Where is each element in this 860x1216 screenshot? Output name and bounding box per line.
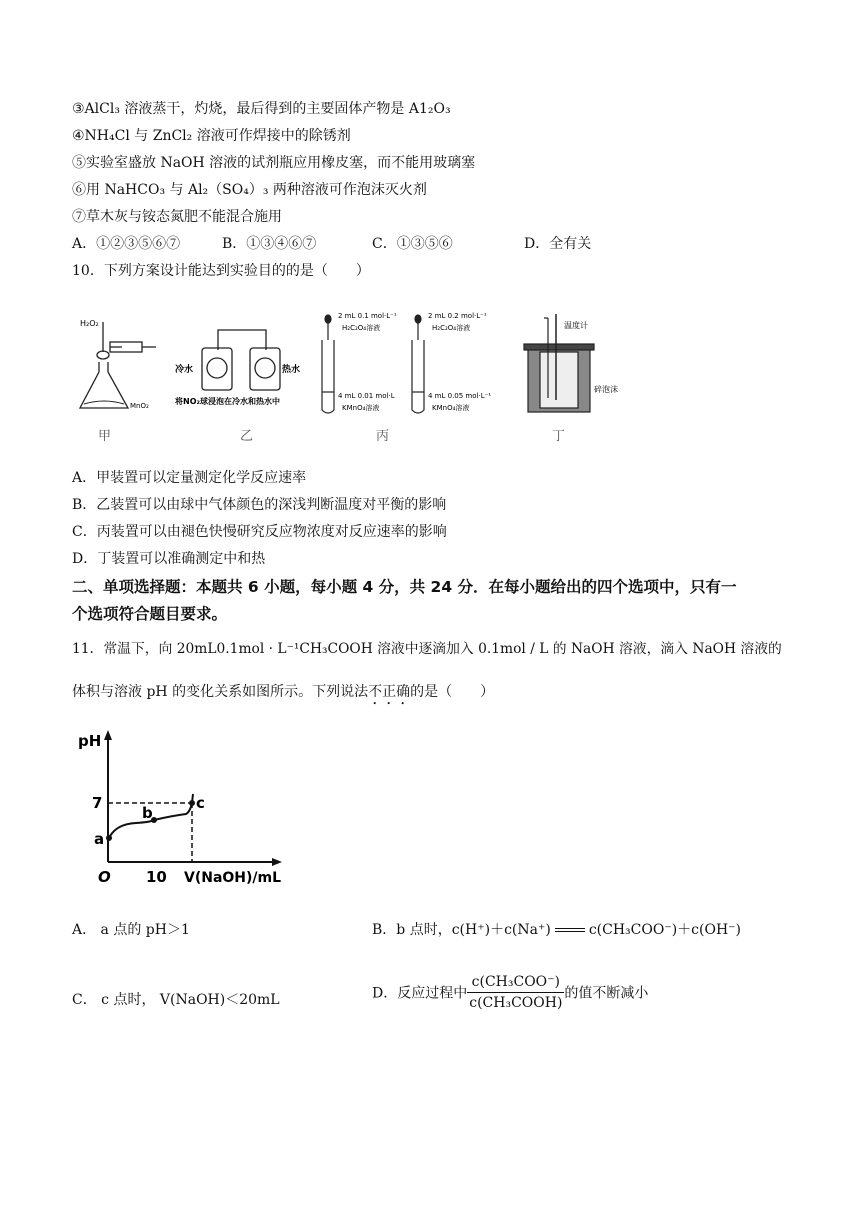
label-bing: 丙 [376, 429, 390, 444]
ratio-fraction [467, 974, 564, 1011]
q11-option-d-prefix: D．反应过程中 [372, 985, 468, 1002]
yi-caption: 将NO₂球浸泡在冷水和热水中 [175, 397, 280, 406]
q9-option-a: A．①②③⑤⑥⑦ [72, 236, 181, 252]
bing-top-right-2: H₂C₂O₄溶液 [432, 324, 471, 332]
q11-option-b-lhs: c(H⁺)＋c(Na⁺) [451, 922, 551, 938]
point-a-label: a [94, 830, 105, 848]
label-ding: 丁 [552, 429, 566, 444]
q10-option-d: D．丁装置可以准确测定中和热 [72, 551, 266, 567]
q11-stem-emphasis: 不正确 [368, 684, 411, 700]
label-yi: 乙 [240, 429, 254, 444]
tick-7: 7 [92, 794, 103, 812]
q9-option-c: C．①③⑤⑥ [372, 236, 453, 252]
statement-5: ⑤实验室盛放 NaOH 溶液的试剂瓶应用橡皮塞，而不能用玻璃塞 [72, 155, 476, 171]
bing-bot-left-1: 4 mL 0.01 mol·L [338, 392, 395, 400]
y-axis-label: pH [78, 732, 102, 750]
q10-option-c: C．丙装置可以由褪色快慢研究反应物浓度对反应速率的影响 [72, 524, 447, 540]
yi-cold-water: 冷水 [175, 365, 194, 375]
q11-option-b-rhs: c(CH₃COO⁻)＋c(OH⁻) [588, 922, 742, 938]
point-b-label: b [142, 804, 153, 822]
fraction-denominator: c(CH₃COOH) [469, 995, 563, 1011]
statement-4: ④NH₄Cl 与 ZnCl₂ 溶液可作焊接中的除锈剂 [72, 128, 351, 144]
ding-thermometer: 温度计 [564, 321, 588, 330]
apparatus-yi [202, 330, 280, 390]
q9-option-b: B．①③④⑥⑦ [222, 236, 317, 252]
x-axis-label: V(NaOH)/mL [184, 870, 282, 886]
yi-hot-water: 热水 [282, 365, 301, 375]
statement-6: ⑥用 NaHCO₃ 与 Al₂（SO₄）₃ 两种溶液可作泡沫灭火剂 [72, 182, 427, 198]
q10-stem: 10．下列方案设计能达到实验目的的是（ ） [72, 263, 370, 279]
q11-stem-line1: 11．常温下，向 20mL0.1mol · L⁻¹CH₃COOH 溶液中逐滴加入 0.1mol / L 的 NaOH 溶液，滴入 NaOH 溶液的 [72, 641, 782, 657]
point-c-label: c [196, 794, 205, 812]
ding-foam: 碎泡沫 [594, 385, 618, 394]
bing-bot-right-2: KMnO₄溶液 [432, 404, 470, 412]
point-c-marker [189, 800, 195, 806]
fraction-numerator: c(CH₃COO⁻) [467, 974, 564, 993]
q11-stem-post: 的是（ ） [410, 684, 495, 700]
bing-top-left-1: 2 mL 0.1 mol·L⁻¹ [338, 312, 397, 320]
jia-mno2: MnO₂ [130, 402, 149, 410]
q10-apparatus-figure [70, 300, 630, 450]
bing-top-left-2: H₂C₂O₄溶液 [342, 324, 381, 332]
point-a-marker [106, 835, 112, 841]
apparatus-jia [80, 322, 156, 408]
q11-option-c: C． c 点时， V(NaOH)＜20mL [72, 992, 280, 1008]
origin-label: O [98, 868, 111, 886]
equality-sign [555, 928, 585, 932]
section-2-heading-line2: 个选项符合题目要求。 [72, 605, 228, 623]
label-jia: 甲 [98, 429, 112, 444]
statement-7: ⑦草木灰与铵态氮肥不能混合施用 [72, 209, 282, 225]
statement-3: ③AlCl₃ 溶液蒸干，灼烧，最后得到的主要固体产物是 A1₂O₃ [72, 101, 451, 117]
bing-top-right-1: 2 mL 0.2 mol·L⁻¹ [428, 312, 487, 320]
q11-option-a: A． a 点的 pH＞1 [72, 922, 190, 938]
q9-option-d: D．全有关 [524, 236, 592, 252]
q11-stem-line2 [72, 683, 494, 708]
bing-bot-left-2: KMnO₄溶液 [342, 404, 380, 412]
q10-option-b: B．乙装置可以由球中气体颜色的深浅判断温度对平衡的影响 [72, 497, 447, 513]
q11-option-d-suffix: 的值不断减小 [564, 985, 649, 1002]
q11-option-d [372, 974, 648, 1011]
q11-ph-graph [76, 724, 306, 894]
q11-stem-pre: 体积与溶液 pH 的变化关系如图所示。下列说法 [72, 684, 369, 700]
q11-option-b-prefix: B．b 点时， [372, 922, 452, 938]
tick-10: 10 [146, 868, 167, 886]
jia-h2o2: H₂O₂ [80, 319, 99, 328]
q10-option-a: A．甲装置可以定量测定化学反应速率 [72, 470, 307, 486]
section-2-heading-line1: 二、单项选择题：本题共 6 小题，每小题 4 分，共 24 分．在每小题给出的四个选项中，只有一 [72, 578, 737, 596]
q11-option-b [372, 921, 741, 939]
bing-bot-right-1: 4 mL 0.05 mol·L⁻¹ [428, 392, 492, 400]
